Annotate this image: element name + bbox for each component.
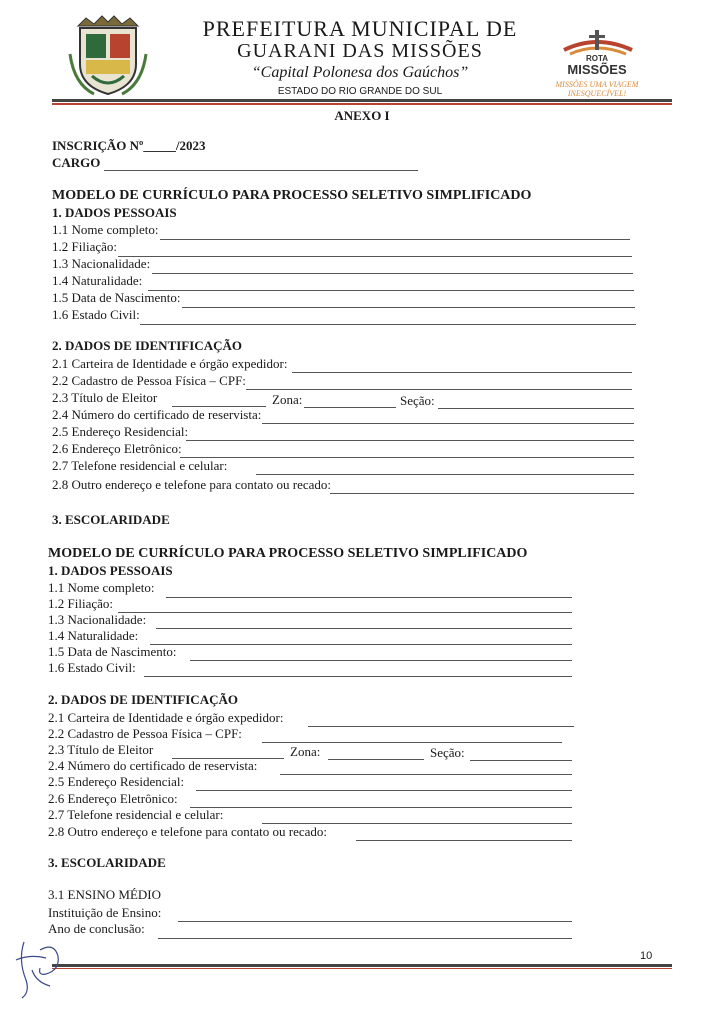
form2-home-address-line[interactable] — [196, 790, 572, 791]
form2-nationality-line[interactable] — [156, 628, 572, 629]
form1-civil-status-label: 1.6 Estado Civil: — [52, 307, 140, 322]
form2-graduation-year-line[interactable] — [158, 938, 572, 939]
header-divider — [52, 99, 672, 102]
page-number: 10 — [640, 950, 653, 962]
form1-section-label: Seção: — [400, 393, 435, 408]
logo-tagline-1: MISSÕES UMA VIAGEM — [555, 80, 639, 89]
header-title-line2: GUARANI DAS MISSÕES — [237, 40, 483, 62]
form2-full-name-line[interactable] — [166, 597, 572, 598]
logo-tagline-2: INESQUECÍVEL! — [567, 89, 627, 98]
form2-email-line[interactable] — [190, 807, 572, 808]
form2-id-card-label: 2.1 Carteira de Identidade e órgão expedidor: — [48, 710, 284, 725]
header-state: ESTADO DO RIO GRANDE DO SUL — [277, 86, 443, 97]
form1-title: MODELO DE CURRÍCULO PARA PROCESSO SELETIVO SIMPLIFICADO — [52, 188, 532, 203]
form1-birthplace-label: 1.4 Naturalidade: — [52, 273, 143, 288]
logo-big-text: MISSÕES — [567, 62, 627, 77]
form2-institution-line[interactable] — [178, 921, 572, 922]
handwritten-signature-icon — [10, 930, 70, 1000]
header-motto: “Capital Polonesa dos Gaúchos” — [251, 64, 469, 81]
form1-email-line[interactable] — [180, 457, 634, 458]
form2-section-education: 3. ESCOLARIDADE — [48, 855, 166, 870]
form2-cpf-line[interactable] — [262, 742, 562, 743]
form1-email-label: 2.6 Endereço Eletrônico: — [52, 441, 182, 456]
form1-id-card-line[interactable] — [292, 372, 632, 373]
form1-zone-label: Zona: — [272, 392, 303, 407]
form1-section-education: 3. ESCOLARIDADE — [52, 512, 170, 527]
form2-home-address-label: 2.5 Endereço Residencial: — [48, 774, 185, 789]
form2-section-line[interactable] — [470, 760, 572, 761]
form1-section-line[interactable] — [438, 408, 634, 409]
form2-cpf-label: 2.2 Cadastro de Pessoa Física – CPF: — [48, 726, 242, 741]
form2-phone-label: 2.7 Telefone residencial e celular: — [48, 807, 224, 822]
form1-reservist-line[interactable] — [262, 423, 634, 424]
header-divider-red — [52, 103, 672, 105]
form2-birthdate-line[interactable] — [190, 660, 572, 661]
form1-nationality-label: 1.3 Nacionalidade: — [52, 256, 151, 271]
form1-cpf-label: 2.2 Cadastro de Pessoa Física – CPF: — [52, 373, 246, 388]
form1-alt-contact-label: 2.8 Outro endereço e telefone para contato ou recado: — [52, 477, 332, 492]
form1-filiation-line[interactable] — [118, 256, 632, 257]
form1-full-name-line[interactable] — [160, 239, 630, 240]
form1-phone-label: 2.7 Telefone residencial e celular: — [52, 458, 228, 473]
form2-alt-contact-label: 2.8 Outro endereço e telefone para contato ou recado: — [48, 824, 328, 839]
form2-title: MODELO DE CURRÍCULO PARA PROCESSO SELETIVO SIMPLIFICADO — [48, 546, 528, 561]
form1-birthdate-label: 1.5 Data de Nascimento: — [52, 290, 181, 305]
form1-section-identification: 2. DADOS DE IDENTIFICAÇÃO — [52, 338, 242, 353]
form2-reservist-label: 2.4 Número do certificado de reservista: — [48, 758, 258, 773]
form1-birthplace-line[interactable] — [148, 290, 634, 291]
form2-birthdate-label: 1.5 Data de Nascimento: — [48, 644, 177, 659]
form1-birthdate-line[interactable] — [182, 307, 635, 308]
form2-high-school-label: 3.1 ENSINO MÉDIO — [48, 887, 162, 902]
form2-institution-label: Instituição de Ensino: — [48, 905, 162, 920]
form2-nationality-label: 1.3 Nacionalidade: — [48, 612, 147, 627]
form2-graduation-year-label: Ano de conclusão: — [48, 921, 145, 936]
form2-section-personal: 1. DADOS PESSOAIS — [48, 563, 173, 578]
form2-zone-line[interactable] — [328, 759, 424, 760]
form2-section-identification: 2. DADOS DE IDENTIFICAÇÃO — [48, 692, 238, 707]
footer-divider — [52, 964, 672, 967]
form1-phone-line[interactable] — [256, 474, 634, 475]
annex-title: ANEXO I — [334, 108, 390, 123]
form1-home-address-label: 2.5 Endereço Residencial: — [52, 424, 189, 439]
municipal-coat-of-arms-icon — [66, 14, 150, 98]
form2-alt-contact-line[interactable] — [356, 840, 572, 841]
header-title-line1: PREFEITURA MUNICIPAL DE — [202, 16, 518, 41]
form2-id-card-line[interactable] — [308, 726, 574, 727]
form2-email-label: 2.6 Endereço Eletrônico: — [48, 791, 178, 806]
form2-birthplace-label: 1.4 Naturalidade: — [48, 628, 139, 643]
form2-birthplace-line[interactable] — [150, 644, 572, 645]
form2-filiation-line[interactable] — [118, 612, 572, 613]
form2-voter-title-label: 2.3 Título de Eleitor — [48, 742, 154, 757]
form2-reservist-line[interactable] — [280, 774, 572, 775]
form1-nationality-line[interactable] — [152, 273, 633, 274]
form2-zone-label: Zona: — [290, 744, 321, 759]
form1-civil-status-line[interactable] — [140, 324, 636, 325]
form2-filiation-label: 1.2 Filiação: — [48, 596, 113, 611]
logo-small-text: ROTA — [585, 54, 609, 63]
form1-home-address-line[interactable] — [186, 440, 634, 441]
form1-id-card-label: 2.1 Carteira de Identidade e órgão expedidor: — [52, 356, 288, 371]
form1-zone-line[interactable] — [304, 407, 396, 408]
form2-civil-status-line[interactable] — [144, 676, 572, 677]
cargo-label: CARGO — [52, 155, 101, 170]
cargo-line[interactable] — [104, 170, 418, 171]
footer-divider-red — [52, 968, 672, 969]
form1-alt-contact-line[interactable] — [330, 493, 634, 494]
form1-filiation-label: 1.2 Filiação: — [52, 239, 117, 254]
form1-full-name-label: 1.1 Nome completo: — [52, 222, 159, 237]
registration-label: INSCRIÇÃO Nº_____/2023 — [52, 138, 206, 153]
form2-civil-status-label: 1.6 Estado Civil: — [48, 660, 136, 675]
form2-full-name-label: 1.1 Nome completo: — [48, 580, 155, 595]
form1-section-personal: 1. DADOS PESSOAIS — [52, 205, 177, 220]
form1-reservist-label: 2.4 Número do certificado de reservista: — [52, 407, 262, 422]
form1-voter-title-label: 2.3 Título de Eleitor — [52, 390, 158, 405]
form2-section-label: Seção: — [430, 745, 465, 760]
form1-cpf-line[interactable] — [246, 389, 632, 390]
